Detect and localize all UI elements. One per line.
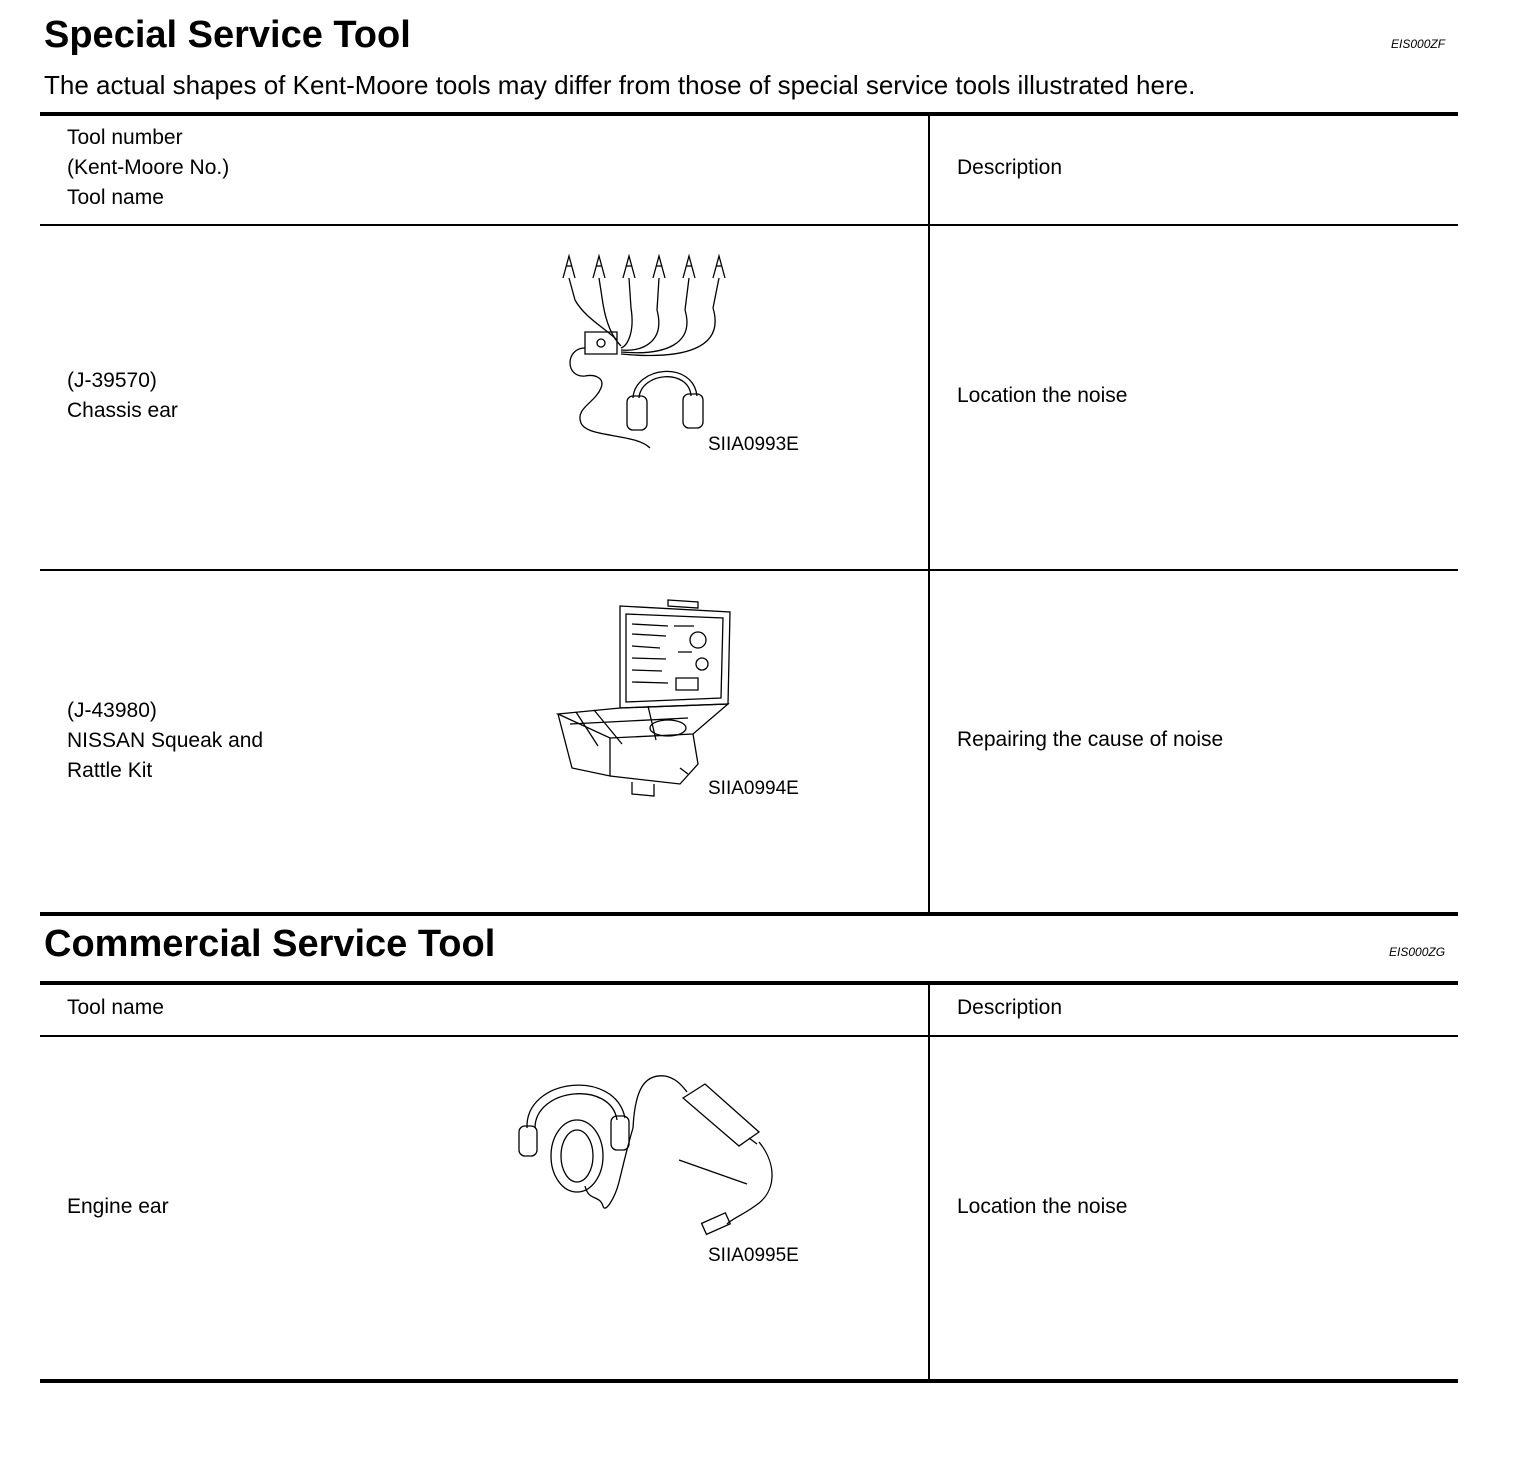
commercial-header-tool-name: Tool name <box>67 996 164 1019</box>
special-row-rule <box>40 569 1458 571</box>
special-row-1-tool <box>67 366 178 426</box>
kit-case-illustration <box>548 596 748 806</box>
table-top-rule <box>40 112 1458 116</box>
special-header-description: Description <box>957 156 1063 179</box>
tool-number: (J-43980) <box>67 699 157 722</box>
figure-code-1: SIIA0993E <box>708 434 799 455</box>
special-header-tool-column <box>67 123 229 213</box>
commercial-section-title: Commercial Service Tool <box>44 923 496 965</box>
tool-name-line-2: Rattle Kit <box>67 759 153 782</box>
engine-ear-illustration <box>515 1068 775 1238</box>
header-line-tool-number: Tool number <box>67 126 183 149</box>
commercial-row-1-tool: Engine ear <box>67 1195 169 1218</box>
figure-code-3: SIIA0995E <box>708 1245 799 1266</box>
chassis-ear-illustration <box>555 248 755 458</box>
special-table-bottom-rule <box>40 912 1458 916</box>
commercial-table-top-rule <box>40 981 1458 985</box>
commercial-column-divider <box>928 981 930 1381</box>
special-header-rule <box>40 224 1458 226</box>
commercial-header-rule <box>40 1035 1458 1037</box>
special-row-2-tool <box>67 696 263 786</box>
header-line-kent-moore: (Kent-Moore No.) <box>67 156 230 179</box>
tool-name: Chassis ear <box>67 399 178 422</box>
commercial-header-description: Description <box>957 996 1063 1019</box>
commercial-row-1-description: Location the noise <box>957 1195 1128 1218</box>
figure-code-2: SIIA0994E <box>708 778 799 799</box>
commercial-section-code: EIS000ZG <box>1389 945 1446 959</box>
special-section-code: EIS000ZF <box>1391 37 1446 51</box>
special-row-2-description: Repairing the cause of noise <box>957 728 1224 751</box>
tool-name-line-1: NISSAN Squeak and <box>67 729 264 752</box>
special-section-title: Special Service Tool <box>44 14 411 56</box>
tool-number: (J-39570) <box>67 369 157 392</box>
commercial-table-bottom-rule <box>40 1379 1458 1383</box>
special-column-divider <box>928 112 930 914</box>
special-row-1-description: Location the noise <box>957 384 1128 407</box>
special-intro-text: The actual shapes of Kent-Moore tools may differ from those of special service tools illustrated here. <box>44 70 1196 100</box>
header-line-tool-name: Tool name <box>67 186 164 209</box>
clip-icon <box>563 256 725 310</box>
